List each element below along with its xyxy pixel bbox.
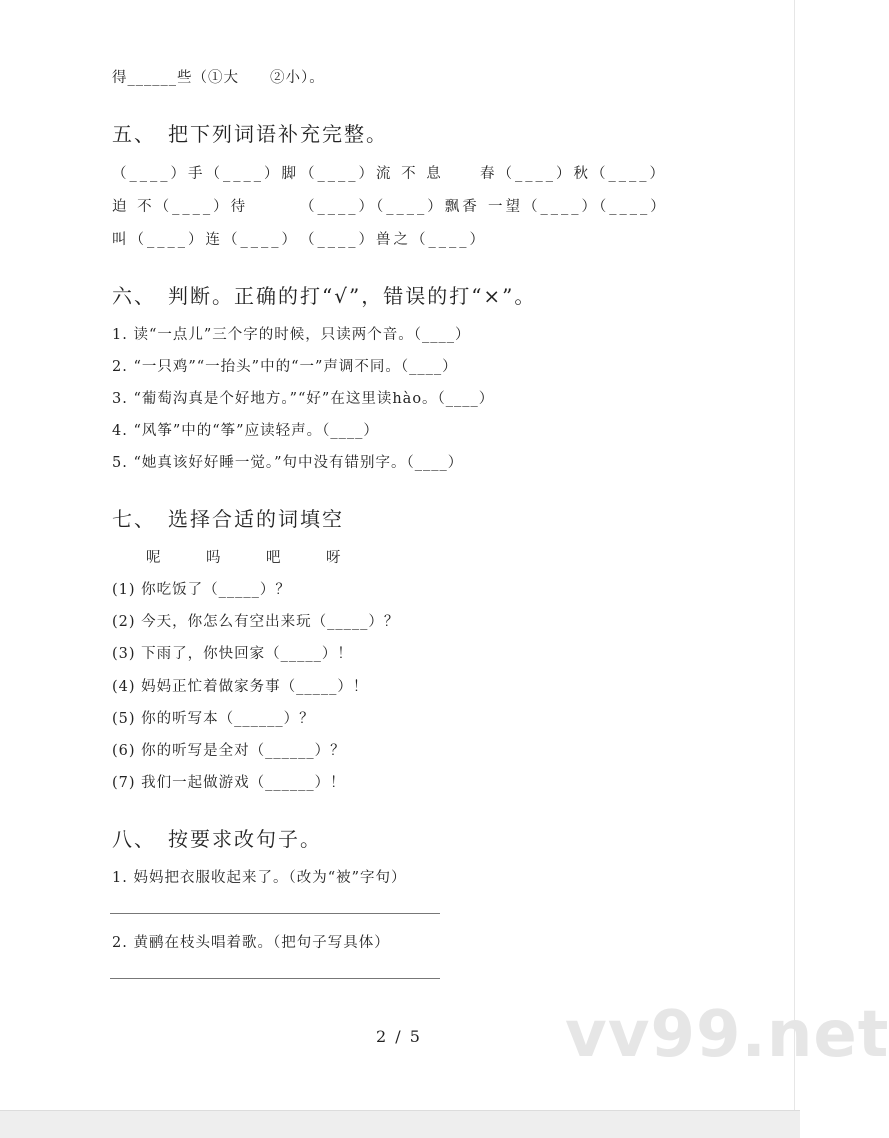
s7-item-4: (4) 妈妈正忙着做家务事（_____）！ [112, 679, 369, 695]
s8-item-1: 1. 妈妈把衣服收起来了。（改为“被”字句） [112, 870, 407, 886]
s6-item-2: 2. “一只鸡”“一抬头”中的“一”声调不同。（____） [112, 359, 458, 375]
word-choice: 呀 [326, 550, 341, 566]
word-choice: 呢 [146, 550, 161, 566]
s7-item-7: (7) 我们一起做游戏（______）！ [112, 775, 346, 791]
s7-item-1: (1) 你吃饭了（_____）？ [112, 582, 291, 598]
viewer-bottom-strip [0, 1110, 800, 1138]
s5-r1-c3: 春（____）秋（____） [480, 166, 667, 182]
answer-line-1 [110, 913, 440, 914]
watermark-text: vv99.net [565, 998, 889, 1072]
answer-line-2 [110, 978, 440, 979]
s5-r1-c2: （____）流 不 息 [300, 166, 444, 182]
s5-r2-c3: 一望（____）（____） [488, 199, 668, 215]
s6-item-5: 5. “她真该好好睡一觉。”句中没有错别字。（____） [112, 455, 464, 471]
s6-item-1: 1. 读“一点儿”三个字的时候，只读两个音。（____） [112, 327, 471, 343]
s5-r3-c2: （____）兽之（____） [300, 232, 487, 248]
section7-heading: 七、 选择合适的词填空 [112, 507, 344, 531]
s7-item-6: (6) 你的听写是全对（______）？ [112, 743, 346, 759]
s5-r2-c1: 迫 不（____）待 [112, 199, 249, 215]
s5-r2-c2: （____）（____）飘香 [300, 199, 480, 215]
section5-heading: 五、 把下列词语补充完整。 [112, 122, 388, 146]
s8-item-2: 2. 黄鹂在枝头唱着歌。（把句子写具体） [112, 935, 390, 951]
section8-heading: 八、 按要求改句子。 [112, 827, 322, 851]
word-choice: 吗 [206, 550, 221, 566]
s7-item-5: (5) 你的听写本（______）？ [112, 711, 315, 727]
s7-item-2: (2) 今天，你怎么有空出来玩（_____）？ [112, 614, 400, 630]
section6-heading: 六、 判断。正确的打“√”，错误的打“×”。 [112, 284, 537, 308]
word-choices [146, 546, 386, 567]
s5-r1-c1: （____）手（____）脚 [112, 166, 299, 182]
page-number: 2 / 5 [376, 1027, 422, 1046]
s5-r3-c1: 叫（____）连（____） [112, 232, 299, 248]
word-choice: 吧 [266, 550, 281, 566]
top-line: 得______些（①大 ②小）。 [112, 70, 325, 86]
s6-item-4: 4. “风筝”中的“筝”应读轻声。（____） [112, 423, 379, 439]
s7-item-3: (3) 下雨了，你快回家（_____）！ [112, 646, 353, 662]
s6-item-3: 3. “葡萄沟真是个好地方。”“好”在这里读hào。（____） [112, 391, 495, 407]
